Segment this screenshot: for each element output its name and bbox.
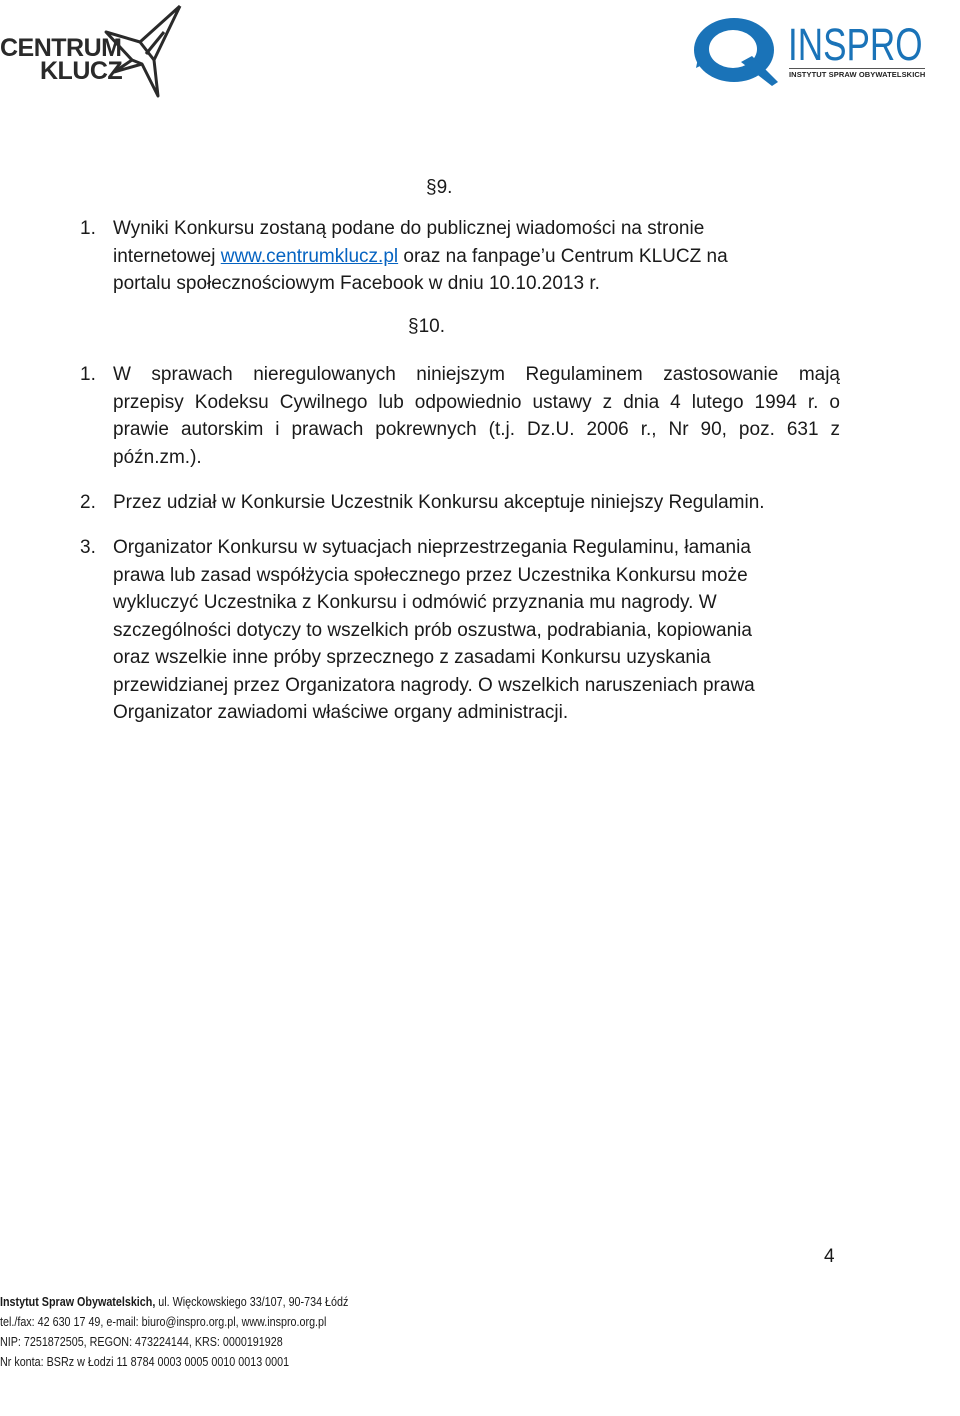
centrum-klucz-logo [0,2,185,100]
inspro-wordmark: INSPRO [788,19,923,70]
footer-address: ul. Więckowskiego 33/107, 90-734 Łódź [155,1295,349,1309]
item-line: wykluczyć Uczestnika z Konkursu i odmówić przyznania mu nagrody. W [113,592,717,613]
page-number: 4 [824,1246,835,1267]
footer-account-line: Nr konta: BSRz w Łodzi 11 8784 0003 0005 0010 0013 0001 [0,1355,290,1369]
item-line: Organizator zawiadomi właściwe organy administracji. [113,702,569,723]
text-segment: internetowej [113,245,221,267]
section-heading-10: §10. [408,316,445,337]
footer-registry-line: NIP: 7251872505, REGON: 473224144, KRS: 0000191928 [0,1335,283,1349]
item-line: prawie autorskim i prawach pokrewnych (t.j. Dz.U. 2006 r., Nr 90, poz. 631 z [113,419,840,440]
section-10-item-2 [80,489,840,517]
footer-address-line [0,1292,378,1312]
item-number: 1. [80,364,96,385]
text-segment: oraz na fanpage’u Centrum KLUCZ na [398,245,728,267]
section-10-item-3 [80,534,840,727]
item-line: Organizator Konkursu w sytuacjach nieprzestrzegania Regulaminu, łamania [113,537,751,558]
item-text [113,215,840,298]
item-line [113,243,840,271]
inspro-logo [686,12,926,92]
section-heading-9: §9. [426,177,453,198]
item-line: prawa lub zasad współżycia społecznego przez Uczestnika Konkursu może [113,564,748,586]
logo-word-centrum: CENTRUM [0,34,122,62]
item-line: portalu społecznościowym Facebook w dniu 10.10.2013 r. [113,273,600,294]
footer-org-name: Instytut Spraw Obywatelskich, [0,1295,156,1309]
centrum-klucz-bird-icon [102,2,184,100]
item-line: przepisy Kodeksu Cywilnego lub odpowiednio ustawy z dnia 4 lutego 1994 r. o [113,391,840,413]
item-line: przewidzianej przez Organizatora nagrody. O wszelkich naruszeniach prawa [113,674,755,696]
section-10-item-1 [80,361,840,471]
item-line: W sprawach nieregulowanych niniejszym Regulaminem zastosowanie mają [113,364,840,385]
item-number: 3. [80,537,96,558]
item-line: szczególności dotyczy to wszelkich prób oszustwa, podrabiania, kopiowania [113,619,752,641]
inspro-q-icon [686,12,786,92]
section-9-item-1 [80,215,840,298]
item-line: Przez udział w Konkursie Uczestnik Konkursu akceptuje niniejszy Regulamin. [113,492,765,513]
logo-word-klucz: KLUCZ [40,57,123,85]
item-text [113,534,840,727]
footer [0,1292,378,1372]
inspro-tagline: INSTYTUT SPRAW OBYWATELSKICH [789,70,926,79]
item-line: późn.zm.). [113,446,202,468]
item-line: Wyniki Konkursu zostaną podane do publicznej wiadomości na stronie [113,218,705,239]
item-number: 1. [80,218,96,239]
footer-contact-line: tel./fax: 42 630 17 49, e-mail: biuro@inspro.org.pl, www.inspro.org.pl [0,1315,327,1329]
item-text [113,489,840,517]
centrumklucz-website-link[interactable]: www.centrumklucz.pl [220,245,399,267]
item-number: 2. [80,492,96,513]
item-line: oraz wszelkie inne próby sprzecznego z zasadami Konkursu uzyskania [113,647,711,668]
item-text [113,361,840,471]
